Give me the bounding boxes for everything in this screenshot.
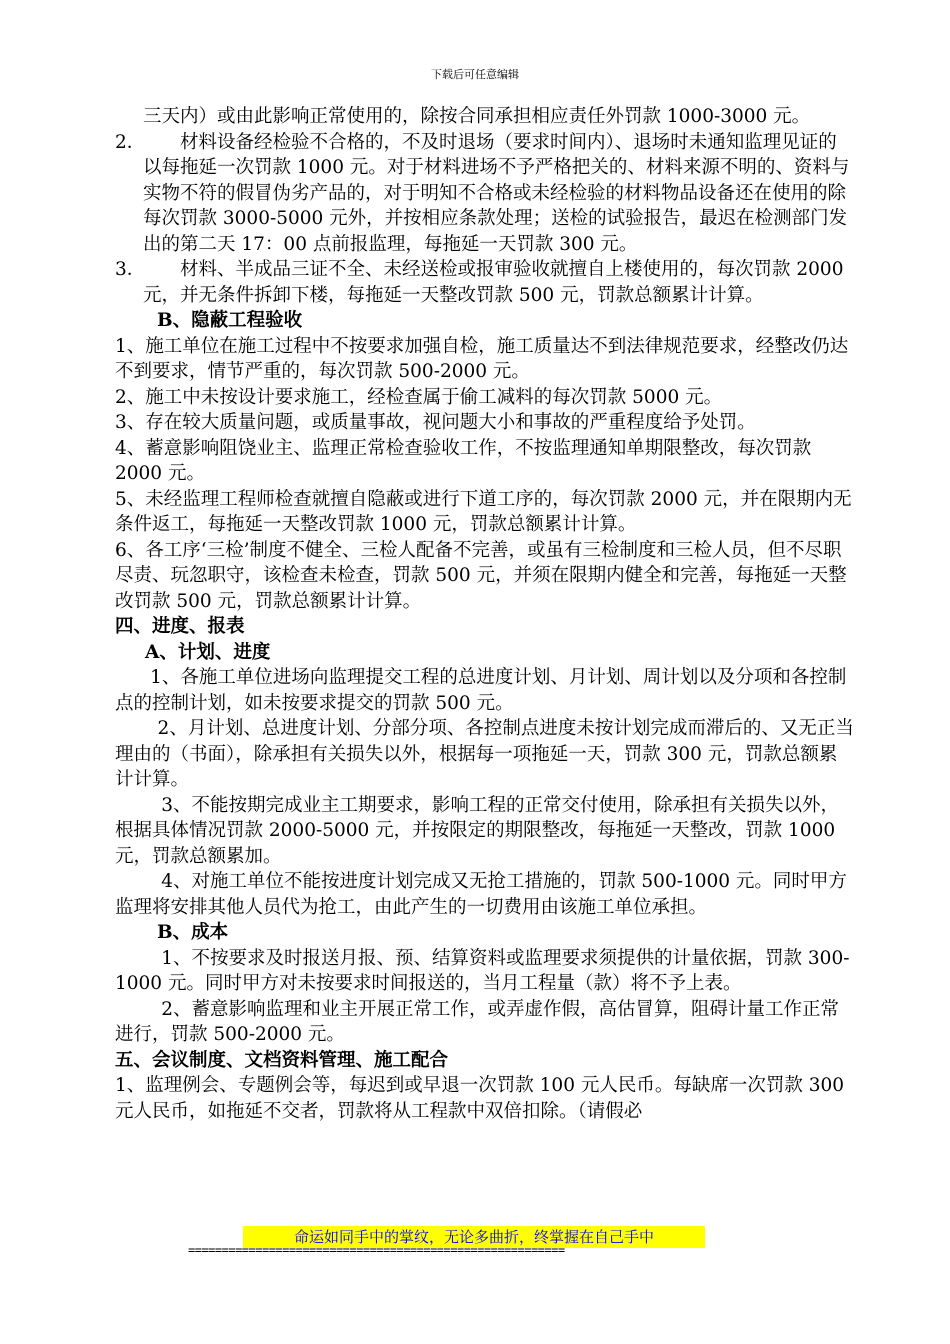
paragraph-c1: 1、不按要求及时报送月报、预、结算资料或监理要求须提供的计量依据，罚款 300-1000 元。同时甲方对未按要求时间报送的，当月工程量（款）将不予上表。 bbox=[115, 947, 850, 994]
paragraph-b2: 2、施工中未按设计要求施工，经检查属于偷工减料的每次罚款 5000 元。 bbox=[115, 386, 723, 408]
section-heading-b: B、隐蔽工程验收 bbox=[157, 310, 303, 331]
section-heading-4b: B、成本 bbox=[157, 922, 229, 943]
paragraph-b1: 1、施工单位在施工过程中不按要求加强自检，施工质量达不到法律规范要求，经整改仍达不到要求，情节严重的，每次罚款 500-2000 元。 bbox=[115, 335, 849, 382]
list-number: 2． bbox=[115, 131, 146, 153]
section-heading-4: 四、进度、报表 bbox=[115, 616, 245, 637]
document-body bbox=[115, 104, 855, 1124]
list-number: 3． bbox=[115, 259, 146, 280]
list-text: 材料设备经检验不合格的，不及时退场（要求时间内）、退场时未通知监理见证的以每拖延一次罚款 1000 元。对于材料进场不予严格把关的、材料来源不明的、资料与实物不符的假冒伪劣产品的，对于明知不合格或未经检验的材料物品设备还在使用的除每次罚款 3000-5000 元外，并按相应条款处理；送检的试验报告，最迟在检测部门发出的第二天 17：00 点前报监理，每拖延一天罚款 300 元。 bbox=[143, 131, 850, 255]
paragraph-a3: 3、不能按期完成业主工期要求，影响工程的正常交付使用，除承担有关损失以外，根据具体情况罚款 2000-5000 元，并按限定的期限整改，每拖延一天整改，罚款 1000 元，罚款总额累加。 bbox=[115, 794, 840, 867]
paragraph-b3: 3、存在较大质量问题，或质量事故，视问题大小和事故的严重程度给予处罚。 bbox=[115, 412, 756, 433]
paragraph-b5: 5、未经监理工程师检查就擅自隐蔽或进行下道工序的，每次罚款 2000 元，并在限期内无条件返工，每拖延一天整改罚款 1000 元，罚款总额累计计算。 bbox=[115, 488, 852, 535]
paragraph-b6: 6、各工序‘三检’制度不健全、三检人配备不完善，或虽有三检制度和三检人员，但不尽职尽责、玩忽职守，该检查未检查，罚款 500 元，并须在限期内健全和完善，每拖延一天整改罚款 500 元，罚款总额累计计算。 bbox=[115, 539, 847, 612]
footer-motto-banner: 命运如同手中的掌纹，无论多曲折，终掌握在自己手中 bbox=[243, 1226, 705, 1248]
paragraph-a1: 1、各施工单位进场向监理提交工程的总进度计划、月计划、周计划以及分项和各控制点的控制计划，如未按要求提交的罚款 500 元。 bbox=[115, 667, 847, 714]
paragraph-a2: 2、月计划、总进度计划、分部分项、各控制点进度未按计划完成而滞后的、又无正当理由的（书面），除承担有关损失以外，根据每一项拖延一天，罚款 300 元，罚款总额累计计算。 bbox=[115, 718, 854, 790]
paragraph-a4: 4、对施工单位不能按进度计划完成又无抢工措施的，罚款 500-1000 元。同时甲方监理将安排其他人员代为抢工，由此产生的一切费用由该施工单位承担。 bbox=[115, 871, 847, 918]
list-item-2 bbox=[115, 130, 855, 258]
section-heading-5: 五、会议制度、文档资料管理、施工配合 bbox=[115, 1049, 449, 1071]
paragraph-s5-1: 1、监理例会、专题例会等，每迟到或早退一次罚款 100 元人民币。每缺席一次罚款 300 元人民币，如拖延不交者，罚款将从工程款中双倍扣除。（请假必 bbox=[115, 1075, 845, 1122]
paragraph-continuation: 三天内）或由此影响正常使用的，除按合同承担相应责任外罚款 1000-3000 元。 bbox=[143, 106, 811, 127]
list-item-3 bbox=[115, 257, 855, 308]
section-heading-4a: A、计划、进度 bbox=[145, 641, 271, 663]
paragraph-c2: 2、蓄意影响监理和业主开展正常工作，或弄虚作假，高估冒算，阻碍计量工作正常进行，罚款 500-2000 元。 bbox=[115, 998, 840, 1045]
paragraph-b4: 4、蓄意影响阻饶业主、监理正常检查验收工作，不按监理通知单期限整改，每次罚款 2000 元。 bbox=[115, 437, 812, 484]
list-text: 材料、半成品三证不全、未经送检或报审验收就擅自上楼使用的，每次罚款 2000 元，并无条件拆卸下楼，每拖延一天整改罚款 500 元，罚款总额累计计算。 bbox=[143, 259, 844, 306]
page-header-note: 下载后可任意编辑 bbox=[431, 68, 519, 81]
footer-divider: ======================================================== bbox=[188, 1243, 565, 1257]
